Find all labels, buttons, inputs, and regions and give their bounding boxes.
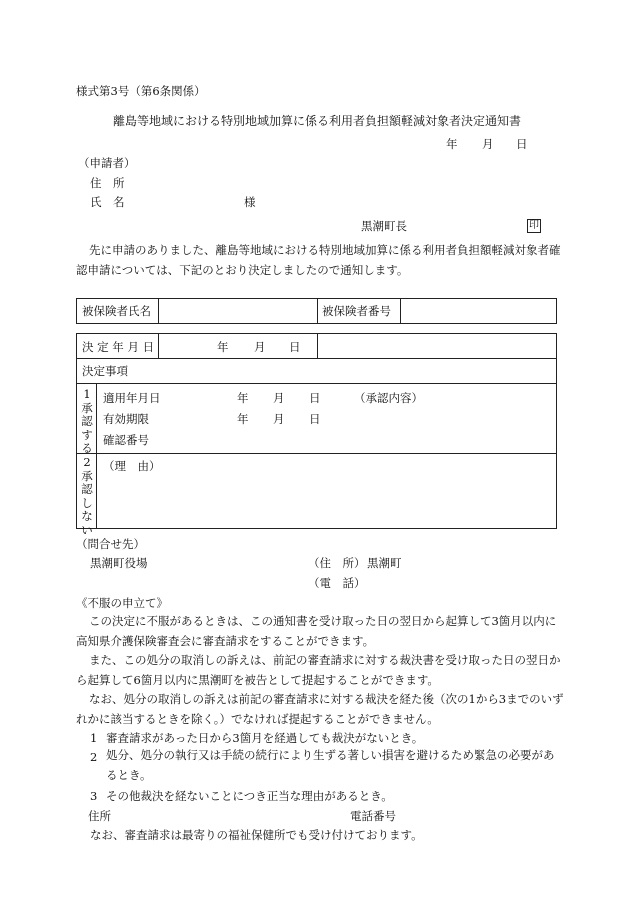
inquiry-heading: （問合せ先） — [76, 537, 145, 551]
issuer-name: 黒潮町長 — [361, 219, 407, 233]
seal-stamp: 印 — [529, 220, 539, 231]
inquiry-phone-label: （電 話） — [308, 576, 366, 590]
appeal-address-label: 住所 — [88, 809, 111, 823]
intro-paragraph: 先に申請のありました、離島等地域における特別地域加算に係る利用者負担額軽減対象者確認申請については、下記のとおり決定しましたので通知します。 — [76, 243, 561, 277]
insured-name-label: 被保険者氏名 — [82, 304, 151, 318]
appeal-heading: 《不服の申立て》 — [76, 596, 168, 610]
approve-vertical-label: 1 承 認 す る — [81, 387, 93, 456]
decision-date-label: 決 定 年 月 日 — [82, 340, 155, 354]
appeal-phone-label: 電話番号 — [350, 809, 396, 823]
deny-vertical-label: 2 承 認 し な い — [81, 455, 93, 537]
appeal-footer: なお、審査請求は最寄りの福祉保健所でも受け付けております。 — [90, 828, 423, 842]
appeal-paragraph-1: この決定に不服があるときは、この通知書を受け取った日の翌日から起算して3箇月以内に高知県介護保険審査会に審査請求をすることができます。 — [76, 614, 557, 648]
address-label: 住 所 — [90, 176, 125, 190]
decision-table: 決 定 年 月 日 年 月 日 決定事項 1 承 認 す る 適用年月日 年 月 日 （承認内容） 有効期限 年 月 日 確認番号 2 承 認 し な い （理 由） — [76, 333, 557, 529]
name-label: 氏 名 — [90, 195, 125, 209]
form-number: 様式第3号（第6条関係） — [76, 84, 206, 98]
inquiry-office: 黒潮町役場 — [90, 556, 148, 570]
document-title: 離島等地域における特別地域加算に係る利用者負担額軽減対象者決定通知書 — [113, 114, 522, 128]
confirmation-number-label: 確認番号 — [103, 433, 149, 447]
inquiry-address-value: 黒潮町 — [367, 556, 402, 570]
appeal-paragraph-3: なお、処分の取消しの訴えは前記の審査請求に対する裁決を経た後（次の1から3までのいずれかに該当するときを除く。）でなければ提起することができません。 — [76, 692, 564, 726]
inquiry-address-label: （住 所） — [308, 556, 366, 570]
insured-table — [76, 298, 557, 324]
applicant-heading: （申請者） — [78, 156, 136, 170]
reason-label: （理 由） — [103, 459, 161, 473]
honorific: 様 — [244, 195, 256, 209]
decision-items-label: 決定事項 — [82, 364, 128, 378]
approval-content-label: （承認内容） — [354, 391, 423, 405]
appeal-paragraph-2: また、この処分の取消しの訴えは、前記の審査請求に対する裁決書を受け取った日の翌日から起算して6箇月以内に黒潮町を被告として提起することができます。 — [76, 653, 561, 687]
insured-number-label: 被保険者番号 — [322, 304, 391, 318]
